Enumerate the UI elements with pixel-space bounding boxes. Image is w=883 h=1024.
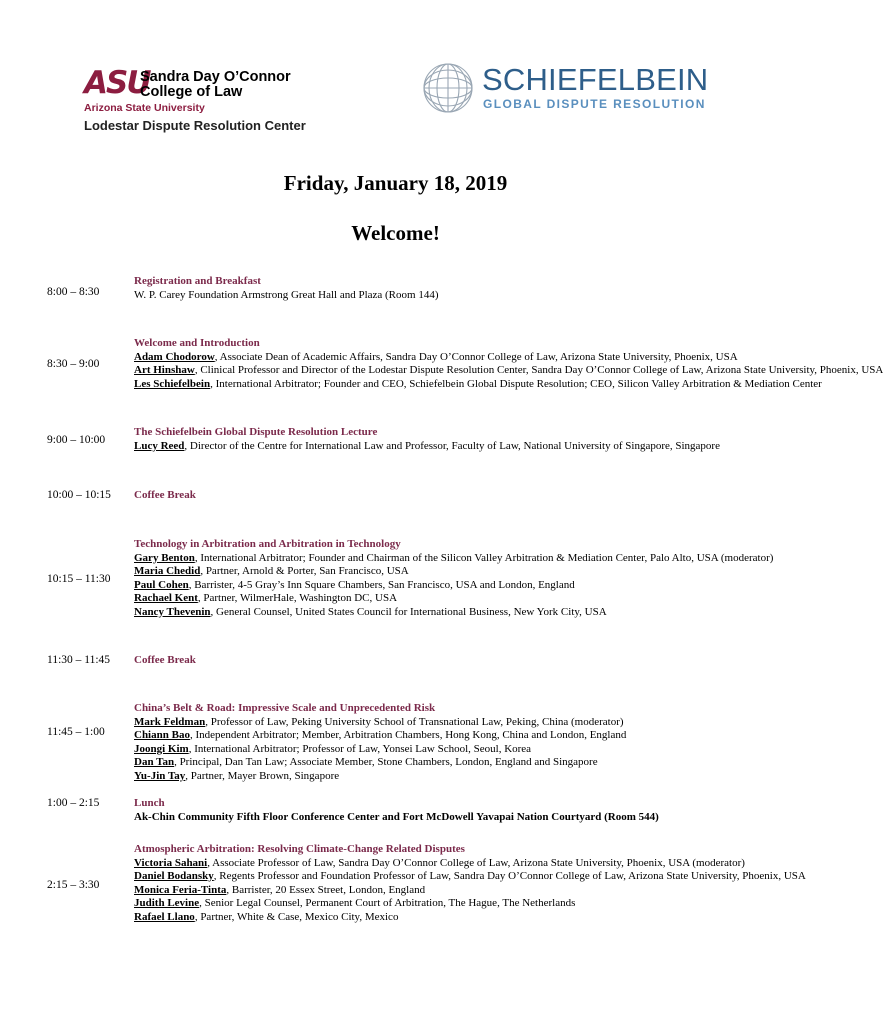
speaker-name: Daniel Bodansky xyxy=(134,870,214,882)
session-details xyxy=(134,843,806,924)
speaker-line xyxy=(134,857,791,871)
speaker-line xyxy=(134,552,791,566)
speaker-affiliation: , Partner, WilmerHale, Washington DC, USA xyxy=(197,592,398,604)
session-time: 10:15 – 11:30 xyxy=(47,573,111,585)
session-time: 10:00 – 10:15 xyxy=(47,489,111,501)
asu-logo-mark: ASU xyxy=(84,65,150,101)
speaker-affiliation: , Director of the Centre for International Law and Professor, Faculty of Law, National University of Singapore, Singapore xyxy=(184,439,720,452)
speaker-line xyxy=(134,351,791,365)
speaker-line xyxy=(134,911,791,925)
asu-law-logo xyxy=(84,65,324,134)
schiefelbein-name: SCHIEFELBEIN xyxy=(482,62,709,97)
speaker-name: Adam Chodorow xyxy=(134,350,215,363)
speaker-affiliation: , International Arbitrator; Founder and CEO, Schiefelbein Global Dispute Resolution; CEO, Silicon Valley Arbitration & Mediation Center xyxy=(210,377,822,390)
location-line xyxy=(134,289,791,303)
speaker-affiliation: , Regents Professor and Foundation Professor of Law, Sandra Day O’Connor College of Law, Arizona State University, Phoenix, USA xyxy=(213,870,806,882)
speaker-affiliation: , General Counsel, United States Council for International Business, New York City, USA xyxy=(210,605,607,618)
speaker-affiliation: , Senior Legal Counsel, Permanent Court of Arbitration, The Hague, The Netherlands xyxy=(199,897,576,909)
speaker-name: Les Schiefelbein xyxy=(134,377,211,390)
welcome-heading: Welcome! xyxy=(351,221,440,245)
speaker-name: Gary Benton xyxy=(134,551,195,564)
speaker-affiliation: , Barrister, 20 Essex Street, London, England xyxy=(226,883,426,896)
session-time: 8:30 – 9:00 xyxy=(47,358,100,370)
speaker-affiliation: , Partner, Mayer Brown, Singapore xyxy=(185,769,340,782)
speaker-line xyxy=(134,729,791,743)
session-title: Atmospheric Arbitration: Resolving Climate-Change Related Disputes xyxy=(134,843,465,855)
speaker-name: Rafael Llano xyxy=(134,910,195,923)
session-time: 2:15 – 3:30 xyxy=(47,879,100,891)
speaker-name: Rachael Kent xyxy=(134,592,198,604)
speaker-affiliation: , Associate Dean of Academic Affairs, Sandra Day O’Connor College of Law, Arizona State University, Phoenix, USA xyxy=(214,350,738,363)
speaker-line xyxy=(134,770,791,784)
speaker-line xyxy=(134,756,791,770)
session-details xyxy=(134,654,791,668)
speaker-name: Victoria Sahani xyxy=(134,856,208,869)
speaker-line xyxy=(134,364,883,378)
session-details xyxy=(134,275,791,302)
schiefelbein-logo xyxy=(420,60,730,116)
globe-icon xyxy=(420,60,476,116)
speaker-line xyxy=(134,897,791,911)
speaker-line xyxy=(134,870,806,884)
lodestar-center-name: Lodestar Dispute Resolution Center xyxy=(84,118,306,133)
speaker-name: Mark Feldman xyxy=(134,715,206,728)
speaker-line xyxy=(134,606,791,620)
speaker-name: Joongi Kim xyxy=(134,742,189,755)
speaker-affiliation: , International Arbitrator; Professor of Law, Yonsei Law School, Seoul, Korea xyxy=(188,742,532,755)
session-title: Registration and Breakfast xyxy=(134,275,261,287)
speaker-name: Judith Levine xyxy=(134,897,200,909)
session-details xyxy=(134,702,791,783)
page-date: Friday, January 18, 2019 xyxy=(283,171,508,195)
schiefelbein-subtitle: GLOBAL DISPUTE RESOLUTION xyxy=(483,97,706,111)
speaker-name: Art Hinshaw xyxy=(134,364,195,376)
speaker-affiliation: , Principal, Dan Tan Law; Associate Member, Stone Chambers, London, England and Singapore xyxy=(174,756,598,768)
speaker-line xyxy=(134,716,791,730)
speaker-affiliation: , Clinical Professor and Director of the Lodestar Dispute Resolution Center, Sandra Day O’Connor College of Law, Arizona State University, Phoenix, USA xyxy=(194,364,883,376)
speaker-name: Maria Chedid xyxy=(134,565,201,577)
session-details xyxy=(134,489,791,503)
speaker-affiliation: , Partner, White & Case, Mexico City, Mexico xyxy=(194,910,399,923)
session-time: 11:30 – 11:45 xyxy=(47,654,111,666)
speaker-affiliation: , International Arbitrator; Founder and Chairman of the Silicon Valley Arbitration & Mediation Center, Palo Alto, USA (moderator) xyxy=(194,551,774,564)
speaker-line xyxy=(134,884,791,898)
speaker-affiliation: , Independent Arbitrator; Member, Arbitration Chambers, Hong Kong, China and London, England xyxy=(189,729,627,741)
speaker-line xyxy=(134,579,791,593)
speaker-name: Paul Cohen xyxy=(134,578,189,591)
session-details xyxy=(134,797,791,824)
speaker-line xyxy=(134,743,791,757)
speaker-name: Chiann Bao xyxy=(134,729,190,741)
speaker-line xyxy=(134,592,791,606)
session-time: 9:00 – 10:00 xyxy=(47,434,106,446)
session-time: 1:00 – 2:15 xyxy=(47,797,100,809)
session-title: Lunch xyxy=(134,797,165,809)
session-title: Technology in Arbitration and Arbitration in Technology xyxy=(134,538,401,550)
session-title: The Schiefelbein Global Dispute Resolution Lecture xyxy=(134,426,378,438)
speaker-affiliation: , Associate Professor of Law, Sandra Day O’Connor College of Law, Arizona State University, Phoenix, USA (moderator) xyxy=(207,856,745,869)
session-time: 8:00 – 8:30 xyxy=(47,286,100,298)
speaker-name: Yu-Jin Tay xyxy=(134,769,186,782)
session-details xyxy=(134,538,791,619)
speaker-line xyxy=(134,440,791,454)
session-title: China’s Belt & Road: Impressive Scale and Unprecedented Risk xyxy=(134,702,436,714)
session-time: 11:45 – 1:00 xyxy=(47,726,105,738)
asu-college-name: Sandra Day O’Connor College of Law xyxy=(140,69,291,100)
speaker-affiliation: Ak-Chin Community Fifth Floor Conference Center and Fort McDowell Yavapai Nation Courtyard (Room 544) xyxy=(134,810,659,823)
session-title: Coffee Break xyxy=(134,654,196,666)
session-title: Welcome and Introduction xyxy=(134,337,260,349)
speaker-name: Lucy Reed xyxy=(134,439,185,452)
speaker-affiliation: W. P. Carey Foundation Armstrong Great Hall and Plaza (Room 144) xyxy=(134,288,439,301)
speaker-line xyxy=(134,377,822,392)
speaker-affiliation: , Professor of Law, Peking University School of Transnational Law, Peking, China (moderator) xyxy=(205,715,624,728)
session-title: Coffee Break xyxy=(134,489,196,501)
location-line xyxy=(134,811,791,825)
asu-university-name: Arizona State University xyxy=(84,102,205,114)
speaker-affiliation: , Barrister, 4-5 Gray’s Inn Square Chambers, San Francisco, USA and London, England xyxy=(188,578,575,591)
session-details xyxy=(134,426,791,453)
speaker-line xyxy=(134,565,791,579)
speaker-name: Nancy Thevenin xyxy=(134,605,211,618)
session-details xyxy=(134,337,883,391)
speaker-affiliation: , Partner, Arnold & Porter, San Francisco, USA xyxy=(200,565,409,577)
speaker-name: Monica Feria-Tinta xyxy=(134,883,227,896)
speaker-name: Dan Tan xyxy=(134,756,175,768)
